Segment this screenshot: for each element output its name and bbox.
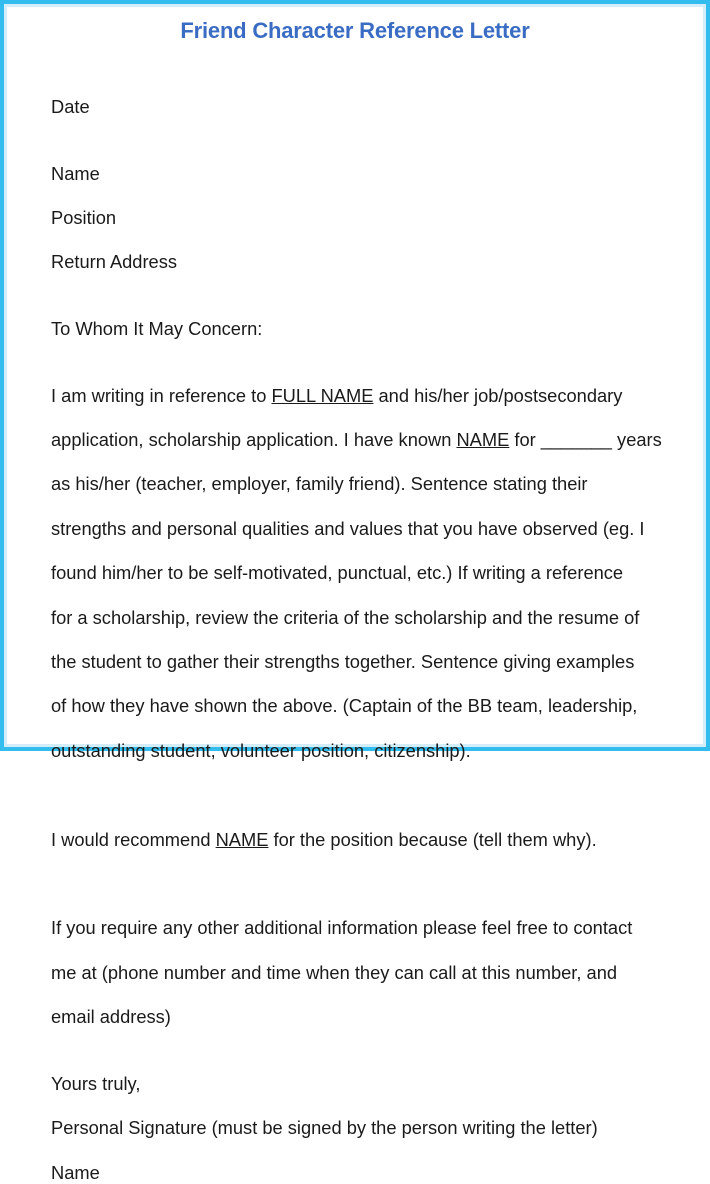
paragraph-line: [51, 829, 701, 851]
placeholder-full-name: FULL NAME: [271, 384, 374, 406]
paragraph-reference: [51, 362, 701, 784]
text-segment: I am writing in reference to: [51, 384, 272, 406]
paragraph-line: for a scholarship, review the criteria of the scholarship and the resume of: [51, 606, 640, 628]
paragraph-line: If you require any other additional information please feel free to contact: [51, 917, 633, 939]
placeholder-name: NAME: [215, 828, 269, 850]
signer-name: Name: [51, 1161, 100, 1183]
letter-body: [51, 96, 701, 1184]
paragraph-line: [51, 429, 701, 451]
date-line: Date: [51, 96, 90, 117]
paragraph-line: of how they have shown the above. (Captain of the BB team, leadership,: [51, 695, 638, 717]
paragraph-line: found him/her to be self-motivated, punctual, etc.) If writing a reference: [51, 562, 624, 584]
paragraph-recommendation: [51, 806, 701, 873]
text-segment: for the position because (tell them why).: [268, 828, 597, 850]
text-segment: and his/her job/postsecondary: [373, 384, 623, 406]
paragraph-line: [51, 385, 701, 407]
text-segment: I would recommend: [51, 828, 216, 850]
recipient-address: Return Address: [51, 251, 178, 273]
letter-title: Friend Character Reference Letter: [180, 18, 530, 43]
signature-line: Personal Signature (must be signed by the person writing the letter): [51, 1117, 598, 1139]
placeholder-name: NAME: [456, 429, 510, 450]
closing: Yours truly,: [51, 1072, 141, 1094]
recipient-position: Position: [51, 207, 117, 228]
recipient-name: Name: [51, 162, 100, 184]
paragraph-line: as his/her (teacher, employer, family friend). Sentence stating their: [51, 473, 588, 495]
recipient-block: [51, 140, 701, 295]
salutation: To Whom It May Concern:: [51, 318, 263, 339]
paragraph-line: outstanding student, volunteer position, citizenship).: [51, 739, 471, 761]
paragraph-contact: [51, 895, 701, 1050]
text-segment: application, scholarship application. I have known: [51, 429, 457, 450]
paragraph-line: strengths and personal qualities and values that you have observed (eg. I: [51, 517, 645, 539]
paragraph-line: me at (phone number and time when they can call at this number, and: [51, 961, 618, 983]
paragraph-line: email address): [51, 1006, 171, 1028]
text-segment: for _______ years: [509, 429, 662, 450]
paragraph-line: the student to gather their strengths together. Sentence giving examples: [51, 651, 635, 673]
